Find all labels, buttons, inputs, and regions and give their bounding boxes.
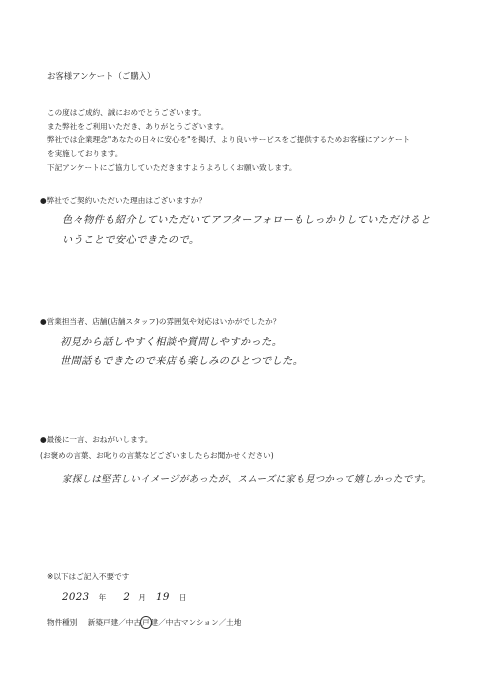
answer-1-line-2: いうことで安心できたので。 [62,235,200,246]
date-year: 2023 [62,592,90,603]
property-option-used-condo: 中古マンション [165,618,219,627]
date-month: 2 [123,592,131,603]
question-3: ●最後に一言、おねがいします。 [40,435,153,444]
footer-note: ※以下はご記入不要です [47,572,130,581]
question-2: ●営業担当者、店舗(店舗スタッフ)の雰囲気や対応はいかがでしたか？ [40,317,281,326]
date-month-unit: 月 [138,593,146,602]
property-option-used-house-part: 戸 [141,618,150,627]
intro-line: 弊社では企業理念"あなたの日々に安心を"を掲げ、より良いサービスをご提供するためお客様にアンケート [47,135,411,145]
intro-line: また弊社をご利用いただき、ありがとうございます。 [47,121,229,131]
answer-2-line-2: 世間話もできたので来店も楽しみのひとつでした。 [60,356,304,367]
intro-line: この度はご成約、誠におめでとうございます。 [47,108,206,117]
answer-3-line-1: 家探しは堅苦しいイメージがあったが、スムーズに家も見つかって嬉しかったです。 [62,474,432,485]
property-option-new-house: 新築戸建 [87,618,119,627]
property-separator: ／ [118,618,126,627]
property-option-used-house-part: 建 [150,618,159,627]
property-separator: ／ [218,618,227,627]
date-day: 19 [155,592,170,603]
intro-text [47,106,410,175]
question-1: ●弊社でご契約いただいた理由はございますか？ [40,196,207,205]
property-separator: ／ [158,618,166,627]
property-option-land: 土地 [226,618,242,627]
answer-2-line-1: 初見から話しやすく相談や質問しやすかった。 [60,337,283,348]
intro-line: 下記アンケートにご協力していただきますようよろしくお願い致します。 [47,162,297,172]
property-option-used-house-part: 中古 [125,618,141,627]
property-option-used-house [126,618,158,627]
property-type-row [47,616,241,629]
intro-line: を実施しております。 [47,149,123,159]
property-type-label: 物件種別 [47,618,78,627]
survey-title: お客様アンケート（ご購入） [47,71,156,81]
date-day-unit: 日 [178,593,187,602]
answer-1-line-1: 色々物件も紹介していただいてアフターフォローもしっかりしていただけると [62,215,431,226]
date-year-unit: 年 [98,593,107,602]
question-3-note: (お褒めの言葉、お叱りの言葉などございましたらお聞かせください) [40,451,274,460]
date-row [62,585,186,604]
